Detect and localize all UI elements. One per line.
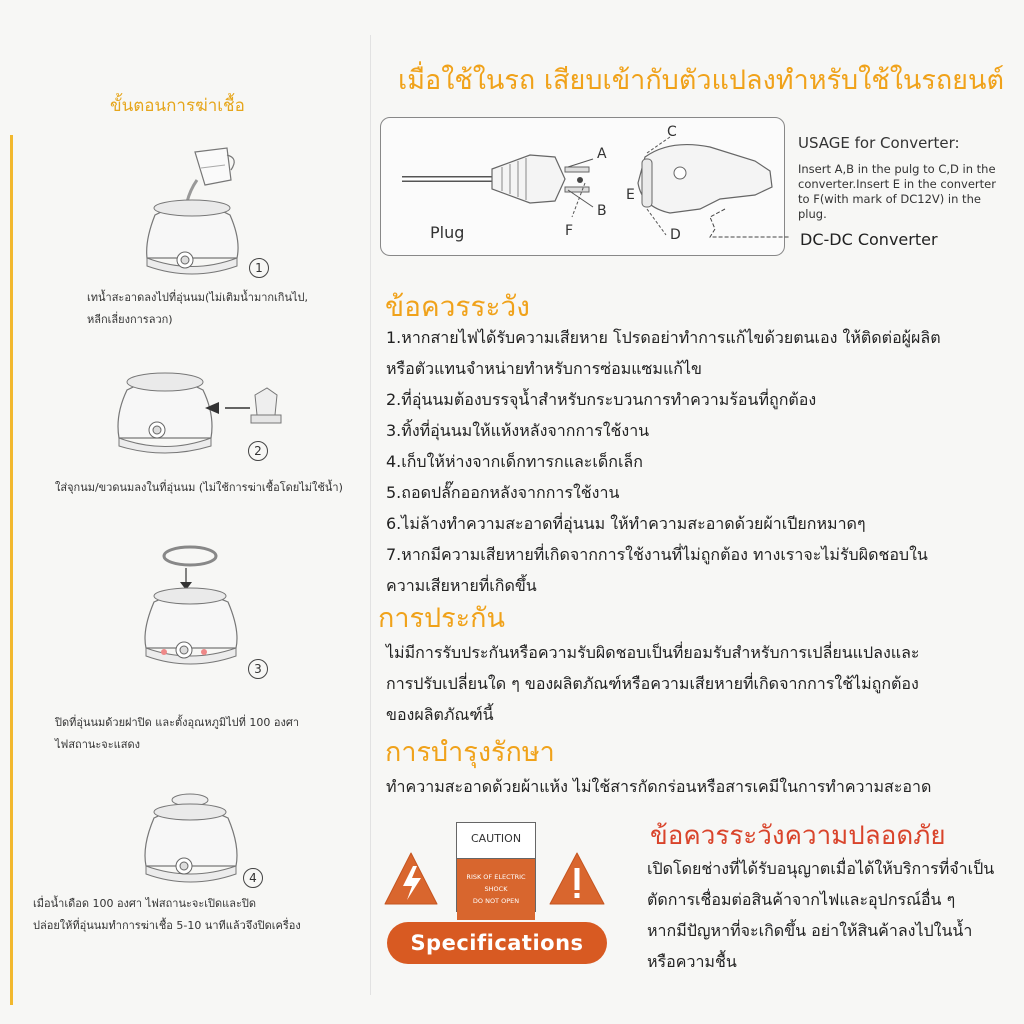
step4-caption-line2: ปล่อยให้ที่อุ่นนมทำการฆ่าเชื้อ 5-10 นาทีแล้วจึงปิดเครื่อง [33,919,301,932]
label-b: B [597,203,607,219]
usage-title: USAGE for Converter: [798,134,960,152]
usage-text: Insert A,B in the pulg to C,D in the converter.Insert E in the converter to F(with mark of DC12V) in the plug. [798,162,996,221]
maintenance-text: ทำความสะอาดด้วยผ้าแห้ง ไม่ใช้สารกัดกร่อนหรือสารเคมีในการทำความสะอาด [386,777,932,796]
maintenance-title: การบำรุงรักษา [385,737,555,768]
column-divider [370,35,371,995]
warranty-text [386,637,1016,730]
label-c: C [667,124,677,140]
safety-text [647,853,1017,977]
caution-item: หรือตัวแทนจำหน่ายทำหรับการซ่อมแซมแก้ไข [386,359,702,378]
caution-sign-line1: RISK OF ELECTRIC SHOCK [466,873,526,893]
label-f: F [565,223,574,239]
caution-item: 1.หากสายไฟได้รับความเสียหาย โปรดอย่าทำการแก้ไขด้วยตนเอง ให้ติดต่อผู้ผลิต [386,328,941,347]
step1-caption-line1: เทน้ำสะอาดลงไปที่อุ่นนม(ไม่เติมน้ำมากเกินไป, [87,291,308,304]
step-number-1: 1 [249,258,269,278]
caution-sign-title: CAUTION [457,823,535,859]
caution-item: 2.ที่อุ่นนมต้องบรรจุน้ำสำหรับกระบวนการทำความร้อนที่ถูกต้อง [386,390,817,409]
safety-line: เปิดโดยช่างที่ได้รับอนุญาตเมื่อได้ให้บริการที่จำเป็น [647,859,995,878]
caution-item: 6.ไม่ล้างทำความสะอาดที่อุ่นนม ให้ทำความสะอาดด้วยผ้าเปียกหมาดๆ [386,514,866,533]
step3-caption-line2: ไฟสถานะจะแสดง [55,738,140,751]
step2-caption-line1: ใส่จุกนม/ขวดนมลงในที่อุ่นนม (ไม่ใช้การฆ่าเชื้อโดยไม่ใช้น้ำ) [55,481,343,494]
step1-caption-line2: หลีกเลี่ยงการลวก) [87,313,173,326]
electric-hazard-icon [383,850,439,908]
step3-caption-line1: ปิดที่อุ่นนมด้วยฝาปิด และตั้งอุณหภูมิไปที่ 100 องศา [55,716,299,729]
label-e: E [626,187,635,203]
caution-item: 5.ถอดปลั๊กออกหลังจากการใช้งาน [386,483,620,502]
cautions-list [386,322,1016,601]
step-number-4: 4 [243,868,263,888]
label-a: A [597,146,607,162]
warranty-line: การปรับเปลี่ยนใด ๆ ของผลิตภัณฑ์หรือความเสียหายที่เกิดจากการใช้ไม่ถูกต้อง [386,674,919,693]
caution-item: 4.เก็บให้ห่างจากเด็กทารกและเด็กเล็ก [386,452,643,471]
caution-item: 7.หากมีความเสียหายที่เกิดจากการใช้งานที่ไม่ถูกต้อง ทางเราจะไม่รับผิดชอบใน [386,545,928,564]
step-number-2: 2 [248,441,268,461]
caution-sign [456,822,536,912]
car-usage-title: เมื่อใช้ในรถ เสียบเข้ากับตัวแปลงทำหรับใช้ในรถยนต์ [398,65,1004,96]
safety-title: ข้อควรระวังความปลอดภัย [650,821,946,851]
caution-sign-body [457,859,535,920]
safety-line: หากมีปัญหาที่จะเกิดขึ้น อย่าให้สินค้าลงไปในน้ำ [647,921,973,940]
warranty-line: ของผลิตภัณฑ์นี้ [386,705,494,724]
step-number-3: 3 [248,659,268,679]
caution-item: ความเสียหายที่เกิดขึ้น [386,576,537,595]
safety-line: หรือความชื้น [647,952,737,971]
warranty-title: การประกัน [378,603,505,634]
dc-converter-label: DC-DC Converter [800,230,938,249]
label-d: D [670,227,681,243]
specifications-button[interactable]: Specifications [387,922,607,964]
plug-label: Plug [430,223,465,242]
step4-caption-line1: เมื่อน้ำเดือด 100 องศา ไฟสถานะจะเปิดและปิด [33,897,256,910]
step3-illustration [140,540,260,680]
left-accent-bar [10,135,13,1005]
caution-item: 3.ทิ้งที่อุ่นนมให้แห้งหลังจากการใช้งาน [386,421,650,440]
safety-line: ตัดการเชื่อมต่อสินค้าจากไฟและอุปกรณ์อื่น ๆ [647,890,956,909]
cautions-title: ข้อควรระวัง [385,290,530,323]
caution-sign-line2: DO NOT OPEN [472,897,520,905]
warranty-line: ไม่มีการรับประกันหรือความรับผิดชอบเป็นที่ยอมรับสำหรับการเปลี่ยนแปลงและ [386,643,920,662]
sterilize-steps-title: ขั้นตอนการฆ่าเชื้อ [110,96,245,116]
exclamation-warning-icon [548,850,606,908]
step4-illustration [140,790,260,900]
